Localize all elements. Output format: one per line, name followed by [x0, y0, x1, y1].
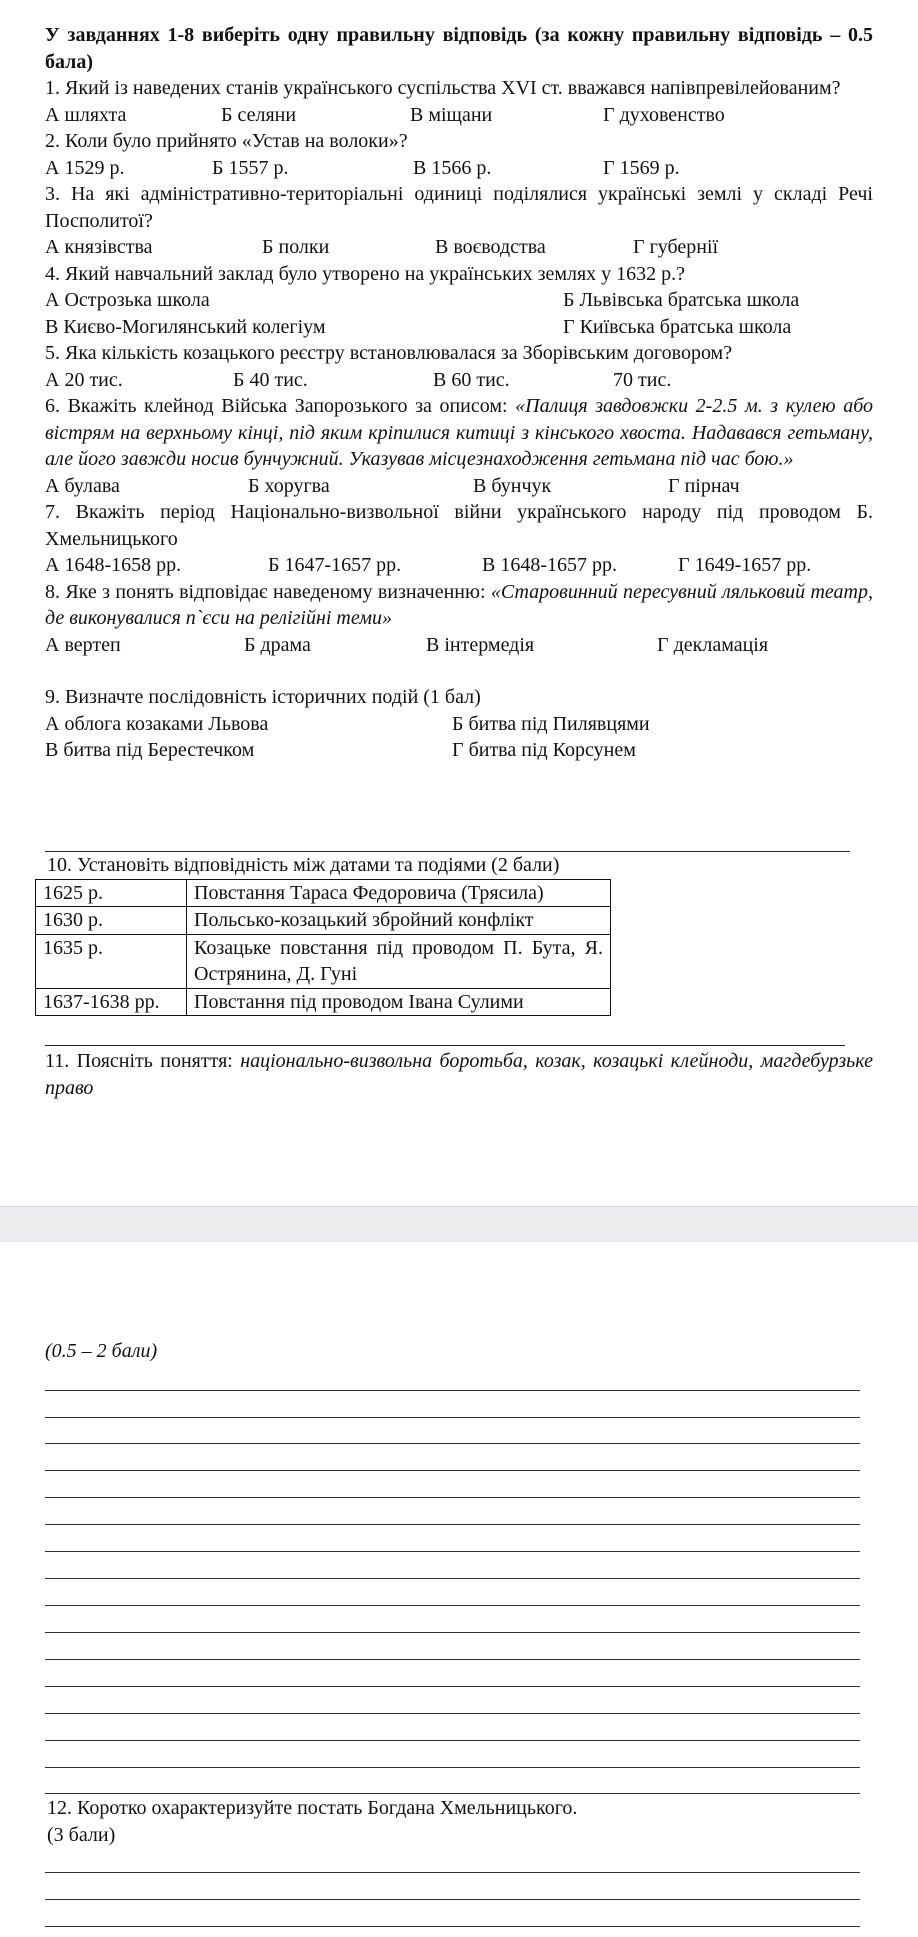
question-8-definition: «Старовинний пересувний ляльковий театр, де виконувалися п`єси на релігійні теми» [45, 580, 873, 629]
question-7: 7. Вкажіть період Національно-визвольної війни українського народу під проводом Б. Хмельницького [45, 501, 873, 550]
event-cell: Польсько-козацький збройний конфлікт [187, 907, 611, 935]
question-10: 10. Установіть відповідність між датами та подіями (2 бали) [47, 854, 560, 876]
answer-line[interactable] [45, 1551, 860, 1552]
question-12: 12. Коротко охарактеризуйте постать Богдана Хмельницького. [47, 1797, 578, 1819]
option: А 1648-1658 рр. [45, 554, 182, 576]
option: Г пірнач [668, 474, 740, 497]
page-break [0, 1206, 918, 1242]
table-row [36, 879, 611, 907]
option: А шляхта [45, 103, 127, 126]
option: В міщани [410, 103, 493, 126]
option: А облога козаками Львова [45, 712, 269, 735]
question-9-options-row-1 [45, 711, 873, 738]
answer-line[interactable] [45, 1767, 860, 1768]
option: Г битва під Корсунем [452, 739, 636, 761]
option: 70 тис. [613, 368, 672, 391]
date-cell: 1625 р. [36, 879, 187, 907]
date-cell: 1630 р. [36, 907, 187, 935]
question-6-options [45, 473, 873, 500]
question-2-options [45, 155, 873, 182]
answer-line[interactable] [45, 1740, 860, 1741]
question-9: 9. Визначте послідовність історичних подій (1 бал) [45, 686, 481, 708]
option: В 1648-1657 рр. [482, 554, 617, 576]
option: А булава [45, 474, 120, 497]
option: Б хоругва [248, 474, 330, 497]
answer-line[interactable] [45, 1632, 860, 1633]
answer-line[interactable] [45, 1713, 860, 1714]
question-6-prompt: 6. Вкажіть клейнод Війська Запорозького за описом: [45, 395, 516, 417]
question-5: 5. Яка кількість козацького реєстру встановлювалася за Зборівським договором? [45, 342, 733, 364]
instructions-header: У завданнях 1-8 виберіть одну правильну відповідь (за кожну правильну відповідь – 0.5 бала) [45, 24, 873, 73]
answer-line[interactable] [45, 1390, 860, 1391]
option: Г 1569 р. [603, 156, 680, 179]
section-divider [45, 1045, 845, 1046]
option: В 1566 р. [413, 156, 492, 179]
answer-line[interactable] [45, 1659, 860, 1660]
answer-line[interactable] [45, 1686, 860, 1687]
option: Б 1647-1657 рр. [268, 554, 402, 576]
table-row [36, 907, 611, 935]
answer-line[interactable] [45, 1524, 860, 1525]
question-9-options-row-2 [45, 737, 873, 764]
question-7-options [45, 552, 873, 579]
date-cell: 1635 р. [36, 934, 187, 988]
option: Б битва під Пилявцями [452, 712, 650, 735]
answer-line[interactable] [45, 1793, 860, 1794]
option: А князівства [45, 236, 153, 258]
question-3-options [45, 234, 873, 261]
option: В інтермедія [426, 633, 535, 656]
option: Б драма [244, 633, 311, 656]
date-cell: 1637-1638 рр. [36, 988, 187, 1016]
question-3: 3. На які адміністративно-територіальні одиниці поділялися українські землі у складі Речі Посполитої? [45, 183, 873, 232]
event-cell: Повстання Тараса Федоровича (Трясила) [187, 879, 611, 907]
answer-line[interactable] [45, 1417, 860, 1418]
worksheet-page-2 [45, 1338, 873, 1365]
question-11-prompt: 11. Поясніть поняття: [45, 1050, 241, 1072]
question-6-description: «Палиця завдовжки 2-2.5 м. з кулею або вістрям на верхньому кінці, під яким кріпилися китиці з кінського хвоста. Надавався гетьману, але його завжди носив бунчужний. Указував місцезнаходження гетьмана під час бою.» [45, 395, 873, 470]
table-row [36, 934, 611, 988]
question-8-options [45, 632, 873, 659]
option: Г губернії [633, 236, 719, 258]
option: Б селяни [221, 103, 297, 126]
question-12-points: (3 бали) [47, 1823, 116, 1846]
option: Г декламація [657, 633, 769, 656]
answer-line[interactable] [45, 1470, 860, 1471]
question-4-options-row-2 [45, 314, 873, 341]
answer-line[interactable] [45, 1899, 860, 1900]
option: В бунчук [473, 474, 552, 497]
question-4: 4. Який навчальний заклад було утворено на українських землях у 1632 р.? [45, 262, 686, 285]
question-1-options [45, 102, 873, 129]
matching-table [35, 879, 611, 1017]
option: А вертеп [45, 633, 121, 656]
question-12-block [45, 1795, 873, 1848]
answer-line[interactable] [45, 1926, 860, 1927]
option: А 1529 р. [45, 156, 125, 179]
option: В 60 тис. [433, 368, 510, 391]
option: Б 1557 р. [212, 156, 289, 179]
question-1: 1. Який із наведених станів українського суспільства XVI ст. вважався напівпревілейованим? [45, 77, 841, 99]
event-cell: Козацьке повстання під проводом П. Бута, Я. Острянина, Д. Гуні [187, 934, 611, 988]
question-11-block [45, 1048, 873, 1101]
option: Г духовенство [603, 103, 725, 126]
question-6 [45, 393, 873, 473]
event-cell: Повстання під проводом Івана Сулими [187, 988, 611, 1016]
option: Б 40 тис. [233, 368, 308, 391]
question-8 [45, 579, 873, 632]
option: В воєводства [435, 236, 546, 258]
answer-line[interactable] [45, 1605, 860, 1606]
question-5-options [45, 367, 873, 394]
question-8-prompt: 8. Яке з понять відповідає наведеному визначенню: [45, 580, 491, 603]
option: Б Львівська братська школа [563, 289, 800, 311]
answer-line[interactable] [45, 1578, 860, 1579]
option: Б полки [262, 236, 330, 258]
question-11 [45, 1048, 873, 1101]
question-11-terms: національно-визвольна боротьба, козак, козацькі клейноди, магдебурзьке право [45, 1050, 873, 1099]
option: В Києво-Могилянський колегіум [45, 315, 326, 338]
option: А Острозька школа [45, 289, 210, 311]
answer-line[interactable] [45, 1497, 860, 1498]
option: Г 1649-1657 рр. [678, 554, 812, 576]
answer-line[interactable] [45, 1872, 860, 1873]
answer-line[interactable] [45, 1443, 860, 1444]
table-row [36, 988, 611, 1016]
question-2: 2. Коли було прийнято «Устав на волоки»? [45, 130, 408, 152]
question-11-points [45, 1338, 873, 1365]
points-label: (0.5 – 2 бали) [45, 1340, 158, 1362]
question-4-options-row-1 [45, 287, 873, 314]
worksheet-page-1 [45, 22, 873, 764]
option: В битва під Берестечком [45, 739, 255, 761]
matching-section [45, 852, 873, 1016]
option: А 20 тис. [45, 368, 123, 391]
option: Г Київська братська школа [563, 315, 792, 338]
